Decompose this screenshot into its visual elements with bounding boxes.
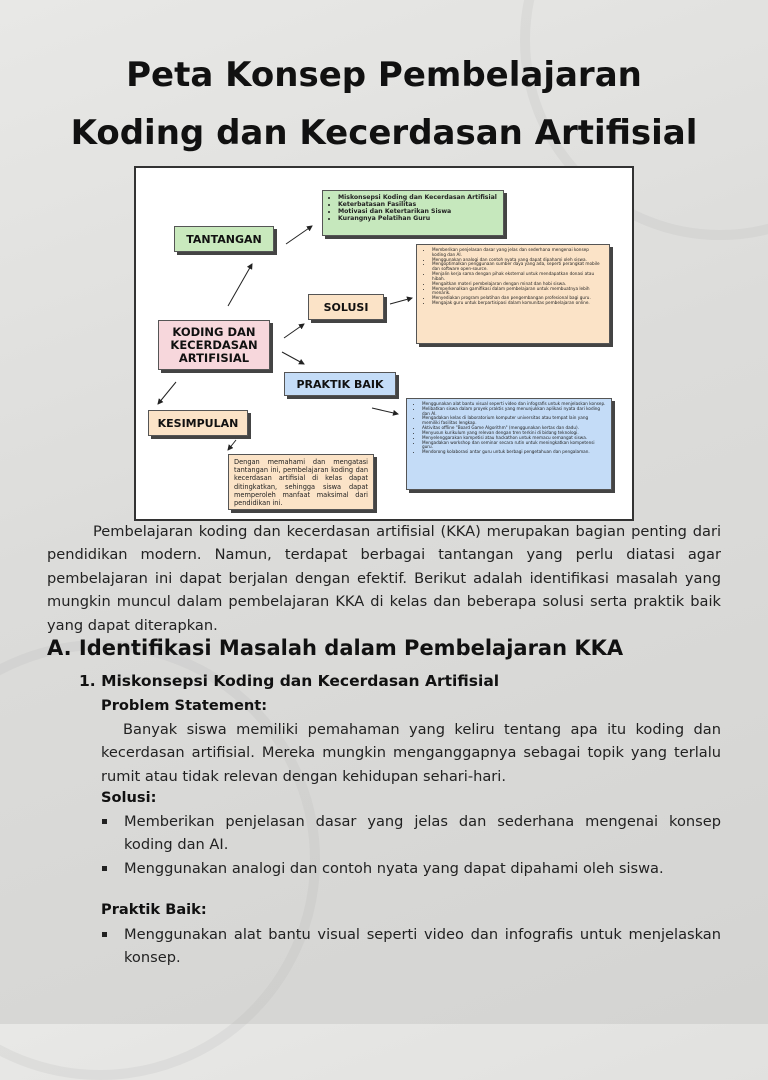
tantangan-item: • Kurangnya Pelatihan Guru xyxy=(338,215,498,222)
praktik-item: • Menyelenggarakan kompetisi atau hackathon untuk memacu semangat siswa. xyxy=(422,436,606,441)
page-title xyxy=(0,46,768,162)
tantangan-box xyxy=(322,190,504,236)
solusi-list-item: Menggunakan analogi dan contoh nyata yang dapat dipahami oleh siswa. xyxy=(101,857,721,880)
node-tantangan: TANTANGAN xyxy=(174,226,274,252)
praktik-item: • Melibatkan siswa dalam proyek praktis yang menunjukkan aplikasi nyata dari koding dan AI. xyxy=(422,407,606,417)
tantangan-item: • Miskonsepsi Koding dan Kecerdasan Artifisial xyxy=(338,194,498,201)
concept-map xyxy=(134,166,634,521)
kesimpulan-box: Dengan memahami dan mengatasi tantangan ini, pembelajaran koding dan kecerdasan artifisial di kelas dapat ditingkatkan, sehingga siswa dapat memperoleh manfaat maksimal dari pendidikan ini. xyxy=(228,454,374,510)
arrow-kesimpulan-box xyxy=(228,440,236,450)
section-a-heading: A. Identifikasi Masalah dalam Pembelajaran KKA xyxy=(47,636,624,660)
node-center-line-1: KODING DAN xyxy=(172,324,256,339)
node-kesimpulan: KESIMPULAN xyxy=(148,410,248,436)
solusi-item: • Mengajak guru untuk berpartisipasi dalam komunitas pembelajaran online. xyxy=(432,301,604,306)
solusi-list xyxy=(101,810,721,880)
title-line-2: Koding dan Kecerdasan Artifisial xyxy=(70,113,698,153)
praktik-baik-list xyxy=(101,923,721,970)
praktik-baik-list-item: Menggunakan alat bantu visual seperti video dan infografis untuk menjelaskan konsep. xyxy=(101,923,721,970)
tantangan-item: • Keterbatasan Fasilitas xyxy=(338,201,498,208)
arrow-solusi-box xyxy=(390,298,412,304)
solusi-box xyxy=(416,244,610,344)
solusi-item: • Mengaitkan materi pembelajaran dengan minat dan hobi siswa. xyxy=(432,282,604,287)
intro-paragraph: Pembelajaran koding dan kecerdasan artifisial (KKA) merupakan bagian penting dari pendidikan modern. Namun, terdapat berbagai tantangan yang perlu diatasi agar pembelajaran ini dapat berjalan dengan efektif. Berikut adalah identifikasi masalah yang mungkin muncul dalam pembelajaran KKA di kelas dan beberapa solusi serta praktik baik yang dapat diterapkan. xyxy=(47,523,721,634)
solusi-item: • Menggunakan analogi dan contoh nyata yang dapat dipahami oleh siswa. xyxy=(432,258,604,263)
problem-statement-label: Problem Statement: xyxy=(101,697,268,714)
praktik-item: • Mengadakan workshop dan seminar secara rutin untuk meningkatkan kompetensi guru. xyxy=(422,441,606,451)
arrow-center-praktik xyxy=(282,352,304,364)
arrow-tantangan-box xyxy=(286,226,312,244)
solusi-item: • Menyediakan program pelatihan dan pengembangan profesional bagi guru. xyxy=(432,296,604,301)
solusi-item: • Memberikan penjelasan dasar yang jelas dan sederhana mengenai konsep koding dan AI. xyxy=(432,248,604,258)
solusi-item: • Mengoptimalkan penggunaan sumber daya yang ada, seperti perangkat mobile dan software open-source. xyxy=(432,262,604,272)
solusi-item: • Memperkenalkan gamifikasi dalam pembelajaran untuk membuatnya lebih menarik. xyxy=(432,287,604,297)
node-center xyxy=(158,320,270,370)
node-center-line-2: KECERDASAN xyxy=(170,337,258,352)
praktik-item: • Mendorong kolaborasi antar guru untuk berbagi pengetahuan dan pengalaman. xyxy=(422,450,606,455)
title-line-1: Peta Konsep Pembelajaran xyxy=(126,55,642,95)
node-center-line-3: ARTIFISIAL xyxy=(178,350,250,365)
praktik-item: • Menyusun kurikulum yang relevan dengan tren terkini di bidang teknologi. xyxy=(422,431,606,436)
node-solusi: SOLUSI xyxy=(308,294,384,320)
praktik-item: • Aktivitas offline "Board Game Algorithm" (menggunakan kertas dan dadu). xyxy=(422,426,606,431)
problem-statement-text: Banyak siswa memiliki pemahaman yang keliru tentang apa itu koding dan kecerdasan artifisial. Mereka mungkin menganggapnya sebagai topik yang terlalu rumit atau tidak relevan dengan kehidupan sehari-hari. xyxy=(101,721,721,785)
arrow-praktik-box xyxy=(372,408,398,414)
arrow-center-tantangan xyxy=(228,264,252,306)
tantangan-item: • Motivasi dan Ketertarikan Siswa xyxy=(338,208,498,215)
solusi-label: Solusi: xyxy=(101,789,157,806)
solusi-item: • Menjalin kerja sama dengan pihak eksternal untuk mendapatkan donasi atau hibah. xyxy=(432,272,604,282)
subsection-1-heading: 1. Miskonsepsi Koding dan Kecerdasan Artifisial xyxy=(79,672,500,690)
praktik-baik-label: Praktik Baik: xyxy=(101,901,207,918)
node-praktik-baik: PRAKTIK BAIK xyxy=(284,372,396,396)
praktik-item: • Menggunakan alat bantu visual seperti video dan infografis untuk menjelaskan konsep. xyxy=(422,402,606,407)
arrow-center-kesimpulan xyxy=(158,382,176,404)
praktik-item: • Mengadakan kelas di laboratorium komputer universitas atau tempat lain yang memiliki fasilitas lengkap. xyxy=(422,416,606,426)
solusi-list-item: Memberikan penjelasan dasar yang jelas dan sederhana mengenai konsep koding dan AI. xyxy=(101,810,721,857)
arrow-center-solusi xyxy=(284,324,304,338)
praktik-baik-box xyxy=(406,398,612,490)
